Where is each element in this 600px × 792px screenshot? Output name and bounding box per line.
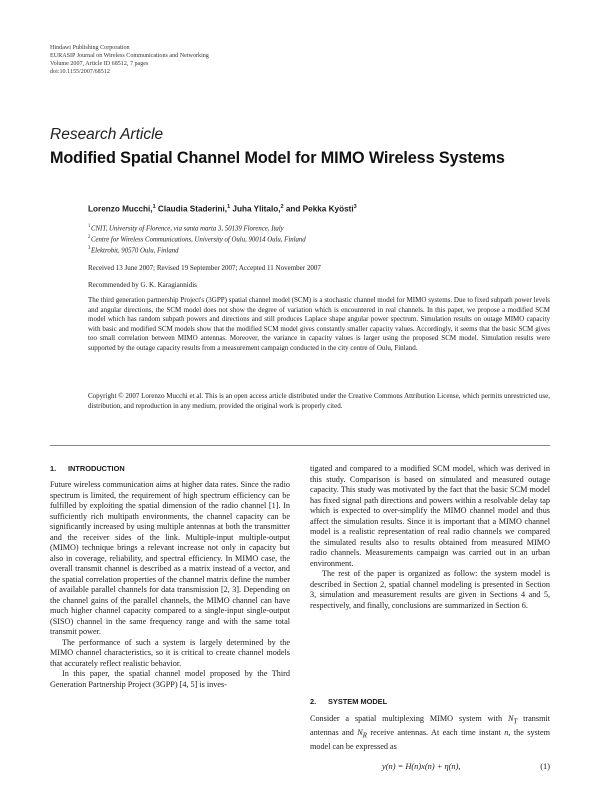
received-dates: Received 13 June 2007; Revised 19 September 2007; Accepted 11 November 2007 — [88, 264, 321, 272]
paragraph: tigated and compared to a modified SCM model, which was derived in this study. Comparison is based on simulated and measured outage capacity. This study was motivated by the fact that the basic SCM model has fixed signal path directions and powers within a resolvable delay tap which is expected to over-simplify the MIMO channel model and thus affect the simulation results. Since it is important that a MIMO channel model is a realistic representation of real radio channels we compared the simulated results also to results obtained from measured MIMO radio channels. Measurements campaign was carried out in an urban environment. — [310, 464, 550, 568]
paragraph: In this paper, the spatial channel model proposed by the Third Generation Partnership Project (3GPP) [4, 5] is inves- — [50, 669, 290, 689]
section-heading-introduction — [50, 464, 125, 473]
text-run: , the system model can be expressed as — [310, 728, 550, 752]
recommended-by: Recommended by G. K. Karagiannidis — [88, 281, 197, 289]
affiliation-text: Elektrobit, 90570 Oulu, Finland — [90, 247, 179, 255]
affiliation-sup: 3 — [88, 246, 91, 251]
system-model-text — [310, 714, 550, 753]
author-name: Claudia Staderini, — [155, 204, 228, 214]
text-run: receive antennas. At each time instant — [366, 728, 505, 738]
abstract: The third generation partnership Project's (3GPP) spatial channel model (SCM) is a stochastic channel model for MIMO systems. Due to fixed subpath power levels and angular directions, the SCM model does not show the degree of variation which is encountered in real channels. In this paper, we propose a modified SCM model which has random subpath powers and directions and still produces Laplace shape angular power spectrum. Simulation results on outage MIMO capacity with basic and modified SCM models show that the modified SCM model gives constantly smaller capacity values. Accordingly, it seems that the basic SCM gives too small correlation between MIMO antennas. Moreover, the variance in capacity values is larger using the proposed SCM model. Simulation results were supported by the outage capacity results from a measurement campaign conducted in the city centre of Oulu, Finland. — [88, 296, 550, 352]
equation-expression: y(n) = H(n)x(n) + η(n), — [382, 762, 461, 771]
journal-header — [50, 44, 209, 76]
affiliation-sup: 2 — [88, 235, 91, 240]
author-sup: 1 — [227, 204, 231, 210]
paper-title: Modified Spatial Channel Model for MIMO Wireless Systems — [50, 149, 505, 167]
math-symbol: n — [504, 728, 509, 738]
equation-number: (1) — [540, 762, 550, 771]
paragraph: The rest of the paper is organized as follow: the system model is described in Section 2, spatial channel modeling is presented in Section 3, simulation and measurement results are given in Sections 4 and 5, respectively, and finally, conclusions are summarized in Section 6. — [310, 569, 550, 610]
volume-info: Volume 2007, Article ID 68512, 7 pages — [50, 61, 149, 67]
left-column — [50, 480, 290, 690]
copyright-notice: Copyright © 2007 Lorenzo Mucchi et al. This is an open access article distributed under the Creative Commons Attribution License, which permits unrestricted use, distribution, and reproduction in any medium, provided the original work is properly cited. — [88, 392, 550, 410]
section-title: INTRODUCTION — [68, 464, 125, 473]
affiliation-text: Centre for Wireless Communications, University of Oulu, 90014 Oulu, Finland — [90, 236, 306, 244]
right-column — [310, 464, 550, 611]
text-run: transmit antennas and — [310, 714, 550, 738]
affiliation-3 — [88, 246, 179, 254]
section-title: SYSTEM MODEL — [328, 697, 388, 706]
article-type: Research Article — [50, 126, 164, 143]
affiliation-text: CNIT, University of Florence, via santa marta 3, 50139 Florence, Italy — [90, 225, 284, 233]
math-symbol: N — [357, 728, 363, 738]
author-sup: 3 — [353, 204, 357, 210]
section-number: 2. — [310, 697, 317, 706]
math-symbol: N — [508, 714, 514, 723]
paragraph: Future wireless communication aims at higher data rates. Since the radio spectrum is limited, the requirement of high spectrum efficiency can be fulfilled by exploiting the spatial dimension of the radio channel [1]. In sufficiently rich multipath environments, the channel capacity can be significantly increased by using multiple antennas at both the transmitter and the receiver sides of the link. Multiple-input multiple-output (MIMO) technique brings a relevant increase not only in capacity but also in coverage, reliability, and spectral efficiency. In MIMO case, the overall transmit channel is described as a matrix instead of a vector, and the spatial correlation properties of the channel matrix define the number of available parallel channels for data transmission [2, 3]. Depending on the channel gains of the parallel channels, the MIMO channel can have much higher channel capacity compared to a single-input single-output (SISO) channel in the same frequency range and with the same total transmit power. — [50, 480, 290, 636]
author-name: Juha Ylitalo, — [230, 204, 281, 214]
author-list — [88, 204, 357, 214]
paragraph: The performance of such a system is largely determined by the MIMO channel characteristics, so it is critical to create channel models that accurately reflect realistic behavior. — [50, 637, 290, 668]
section-heading-system-model — [310, 697, 387, 706]
author-name: Lorenzo Mucchi, — [88, 204, 153, 214]
math-subscript: R — [362, 732, 367, 740]
author-sup: 2 — [280, 204, 284, 210]
section-number: 1. — [50, 464, 57, 473]
separator-rule — [50, 445, 550, 446]
affiliation-sup: 1 — [88, 224, 91, 229]
text-run: Consider a spatial multiplexing MIMO system with — [310, 714, 508, 723]
affiliation-1 — [88, 224, 284, 232]
author-name: and Pekka Kyösti — [283, 204, 354, 214]
math-subscript: T — [513, 718, 518, 726]
affiliation-2 — [88, 235, 306, 243]
doi: doi:10.1155/2007/68512 — [50, 69, 110, 75]
journal-name: EURASIP Journal on Wireless Communications and Networking — [50, 53, 209, 59]
publisher: Hindawi Publishing Corporation — [50, 45, 130, 51]
author-sup: 1 — [152, 204, 156, 210]
